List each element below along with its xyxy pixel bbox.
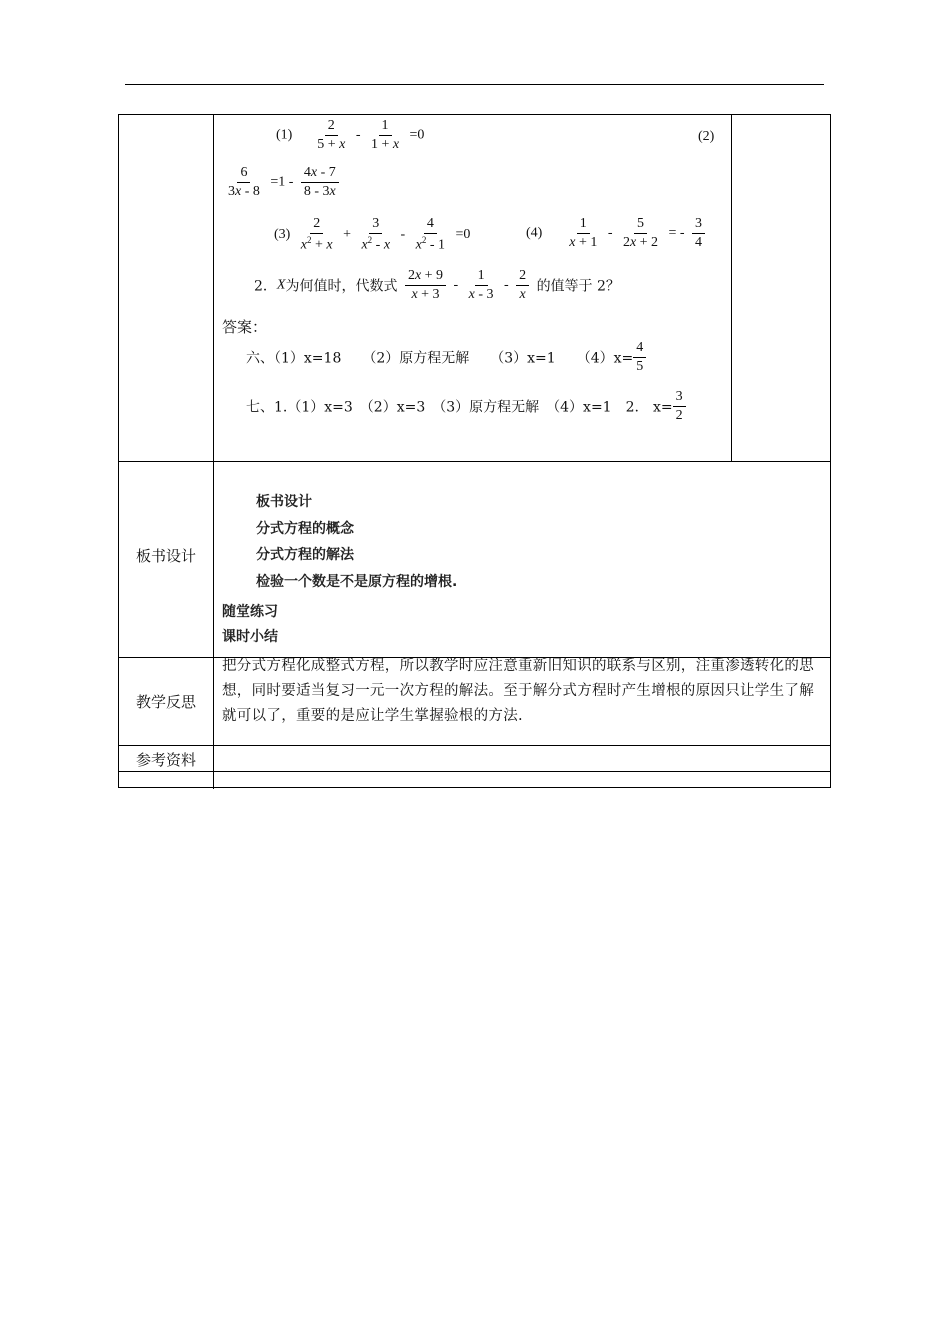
equals-one-minus: =1 - bbox=[270, 174, 294, 190]
fraction: $\frac{2}{x^2 + x}$ bbox=[300, 216, 333, 253]
board-extra: 随堂练习 bbox=[222, 604, 278, 620]
fraction: $\frac{2}{x}$ bbox=[516, 268, 529, 303]
variable-x: X bbox=[276, 277, 286, 293]
problem-4-label: (4) bbox=[526, 225, 543, 241]
question-number: 2． bbox=[254, 278, 277, 295]
answer-six-text: 六、（1）x=18 （2）原方程无解 （3）x=1 （4）x= bbox=[246, 350, 634, 367]
equals-minus: = - bbox=[668, 225, 685, 241]
equals-zero: =0 bbox=[455, 226, 471, 242]
board-line: 分式方程的概念 bbox=[256, 521, 354, 537]
answer-seven-text: 七、1.（1）x=3 （2）x=3 （3）原方程无解 （4）x=1 2. x= bbox=[246, 399, 673, 416]
fraction: $\frac{1}{x - 3}$ bbox=[468, 268, 494, 303]
question-2 bbox=[254, 268, 620, 303]
answer-seven bbox=[246, 389, 686, 424]
fraction: $\frac{3}{2}$ bbox=[673, 389, 686, 424]
references-label: 参考资料 bbox=[135, 751, 196, 769]
fraction: $\frac{2}{5 + x}$ bbox=[317, 118, 346, 153]
minus-sign: - bbox=[355, 127, 361, 143]
fraction: $\frac{3}{4}$ bbox=[692, 216, 705, 251]
question-text: 的值等于 2？ bbox=[536, 278, 620, 295]
row-divider bbox=[119, 771, 830, 772]
reflection-text: 把分式方程化成整式方程，所以教学时应注意重新旧知识的联系与区别，注重渗透转化的思想，同时要适当复习一元一次方程的解法。至于解分式方程时产生增根的原因只让学生了解就可以了，重要的是应让学生掌握验根的方法. bbox=[222, 658, 814, 724]
plus-sign: + bbox=[343, 226, 351, 242]
fraction: $\frac{4x - 7}{8 - 3x}$ bbox=[301, 165, 339, 200]
answer-six bbox=[246, 340, 646, 375]
problem-2 bbox=[222, 165, 342, 200]
fraction: $\frac{6}{3x - 8}$ bbox=[228, 165, 260, 200]
row-divider bbox=[119, 461, 830, 462]
minus-sign: - bbox=[400, 226, 406, 242]
problem-1-label: (1) bbox=[276, 127, 293, 143]
fraction: $\frac{1}{x + 1}$ bbox=[569, 216, 598, 251]
header-rule bbox=[125, 84, 824, 85]
board-extra: 课时小结 bbox=[222, 629, 278, 645]
board-line: 分式方程的解法 bbox=[256, 547, 354, 563]
fraction: $\frac{4}{x^2 - 1}$ bbox=[415, 216, 446, 253]
fraction: $\frac{5}{2x + 2}$ bbox=[622, 216, 659, 251]
problem-3-label: (3) bbox=[274, 226, 291, 242]
equals-zero: =0 bbox=[409, 127, 425, 143]
minus-sign: - bbox=[503, 277, 509, 293]
problem-1 bbox=[276, 118, 424, 153]
fraction: $\frac{3}{x^2 - x}$ bbox=[361, 216, 391, 253]
fraction: $\frac{4}{5}$ bbox=[633, 340, 646, 375]
fraction: $\frac{2x + 9}{x + 3}$ bbox=[405, 268, 446, 303]
board-line: 板书设计 bbox=[256, 494, 312, 510]
board-line: 检验一个数是不是原方程的增根. bbox=[256, 574, 458, 590]
problem-2-label: (2) bbox=[698, 129, 715, 144]
fraction: $\frac{1}{1 + x}$ bbox=[370, 118, 400, 153]
row-divider bbox=[119, 745, 830, 746]
answers-heading: 答案： bbox=[222, 318, 268, 336]
board-design-label: 板书设计 bbox=[135, 547, 196, 565]
minus-sign: - bbox=[453, 277, 459, 293]
question-text: 为何值时，代数式 bbox=[285, 278, 398, 295]
problem-3 bbox=[274, 216, 470, 254]
minus-sign: - bbox=[607, 225, 613, 241]
column-divider bbox=[213, 115, 214, 789]
column-divider bbox=[731, 115, 732, 461]
reflection-label: 教学反思 bbox=[135, 693, 196, 711]
problem-4 bbox=[526, 216, 708, 251]
